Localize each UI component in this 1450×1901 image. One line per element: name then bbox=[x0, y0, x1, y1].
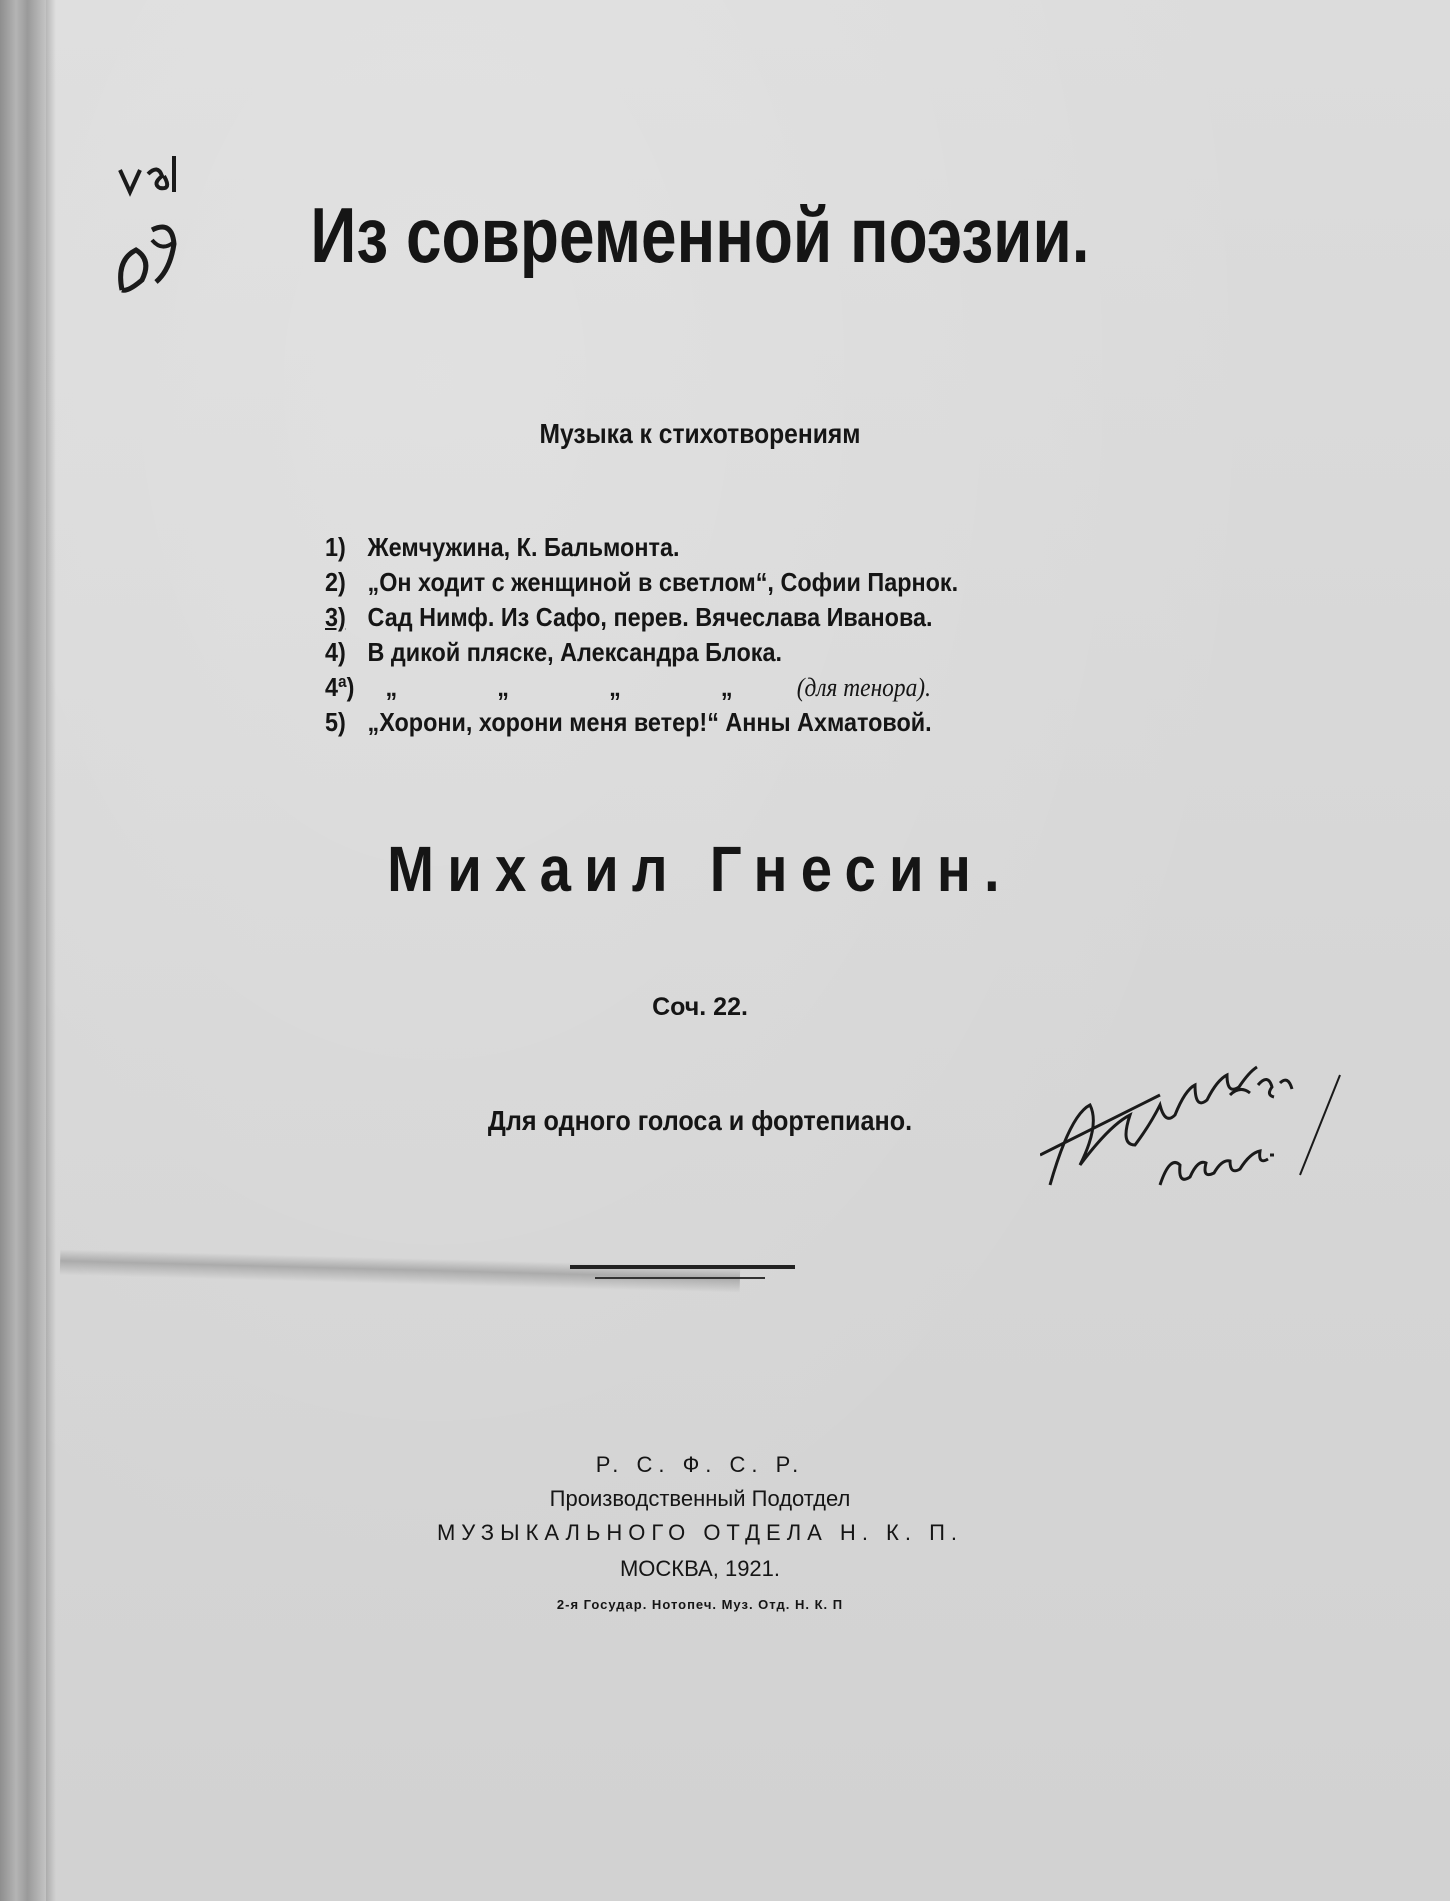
list-item-number: 5) bbox=[325, 707, 346, 737]
divider-rule-short bbox=[595, 1277, 765, 1279]
list-item-text: Жемчужина, К. Бальмонта. bbox=[367, 532, 680, 562]
list-item-number: 2) bbox=[325, 567, 346, 597]
list-item bbox=[325, 670, 1045, 705]
divider-rule bbox=[570, 1265, 795, 1269]
list-item bbox=[325, 705, 1045, 740]
ink-smudge bbox=[60, 1249, 740, 1293]
list-item-number: 4ª) bbox=[325, 672, 355, 702]
subtitle: Музыка к стихотворениям bbox=[539, 418, 861, 449]
list-item-text: В дикой пляске, Александра Блока. bbox=[367, 637, 783, 667]
list-item bbox=[325, 530, 1045, 565]
list-item-text: „Он ходит с женщиной в светлом“, Софии Парнок. bbox=[367, 567, 959, 597]
imprint-department: Производственный Подотдел bbox=[549, 1486, 851, 1511]
opus-number: Соч. 22. bbox=[652, 993, 748, 1021]
imprint-country: Р. С. Ф. С. Р. bbox=[595, 1452, 805, 1477]
binding-shadow bbox=[46, 0, 56, 1901]
list-item-number: 4) bbox=[325, 637, 346, 667]
voice-note: (для тенора). bbox=[796, 673, 931, 702]
imprint-music-department: МУЗЫКАЛЬНОГО ОТДЕЛА Н. К. П. bbox=[436, 1520, 964, 1545]
imprint-printer: 2-я Государ. Нотопеч. Муз. Отд. Н. К. П bbox=[556, 1597, 844, 1612]
page-title: Из современной поэзии. bbox=[310, 191, 1090, 279]
composer-name: Михаил Гнесин. bbox=[387, 833, 1013, 905]
list-item-text: Сад Нимф. Из Сафо, перев. Вячеслава Иванова. bbox=[367, 602, 933, 632]
ditto-marks: „ „ „ „ bbox=[385, 672, 780, 702]
list-item bbox=[325, 565, 1045, 600]
list-item-text: „Хорони, хорони меня ветер!“ Анны Ахматовой. bbox=[367, 707, 932, 737]
list-item-number: 3) bbox=[325, 602, 346, 632]
scoring-note: Для одного голоса и фортепиано. bbox=[487, 1105, 913, 1136]
list-item-number: 1) bbox=[325, 532, 346, 562]
handwritten-catalog-mark-icon bbox=[112, 130, 212, 310]
list-item bbox=[325, 635, 1045, 670]
handwritten-signature-icon bbox=[1040, 1035, 1370, 1215]
imprint-city-year: МОСКВА, 1921. bbox=[619, 1556, 781, 1581]
song-list bbox=[325, 530, 1125, 740]
list-item bbox=[325, 600, 1045, 635]
binding-spine bbox=[0, 0, 46, 1901]
